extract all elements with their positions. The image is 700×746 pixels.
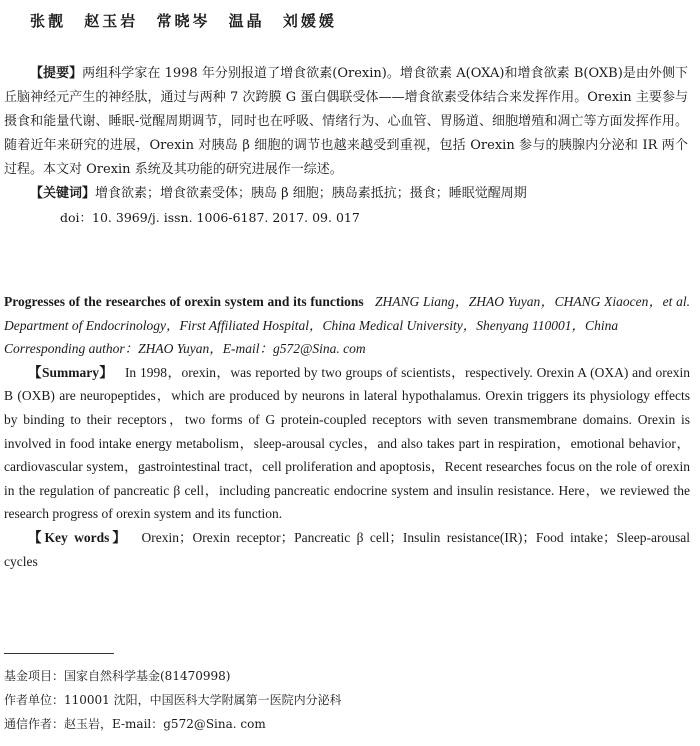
english-abstract-section — [4, 290, 690, 573]
abstract-text: 两组科学家在 1998 年分别报道了增食欲素(Orexin)。增食欲素 A(OXA)和增食欲素 B(OXB)是由外侧下丘脑神经元产生的神经肽，通过与两种 7 次跨膜 G 蛋白偶联受体——增食欲素受体结合来发挥作用。Orexin 主要参与摄食和能量代谢、睡眠-觉醒周期调节，同时也在呼吸、情绪行为、心血管、胃肠道、细胞增殖和凋亡等方面发挥作用。随着近年来研究的进展，Orexin 对胰岛 β 细胞的调节也越来越受到重视，包括 Orexin 参与的胰腺内分泌和 IR 两个过程。本文对 Orexin 系统及其功能的研究进展作一综述。 — [4, 66, 688, 177]
chinese-keywords — [4, 182, 688, 206]
footnote-affiliation: 作者单位：110001 沈阳，中国医科大学附属第一医院内分泌科 — [4, 693, 342, 707]
keywords-en-label: 【Key words】 — [28, 529, 129, 545]
keywords-en-text: Orexin；Orexin receptor；Pancreatic β cell；Insulin resistance(IR)；Food intake；Sleep-arousal cycles — [4, 529, 690, 569]
english-title: Progresses of the researches of orexin system and its functions — [4, 294, 364, 309]
footnote-correspondence: 通信作者：赵玉岩，E-mail：g572@Sina. com — [4, 717, 266, 731]
english-title-paragraph — [4, 290, 690, 337]
doi-line: doi：10. 3969/j. issn. 1006-6187. 2017. 09. 017 — [60, 210, 360, 225]
authors-chinese: 张靓 赵玉岩 常晓岑 温晶 刘媛媛 — [30, 12, 337, 30]
chinese-abstract — [4, 62, 688, 182]
english-keywords — [4, 526, 690, 573]
english-summary — [4, 361, 690, 526]
footnote-fund: 基金项目：国家自然科学基金(81470998) — [4, 669, 231, 683]
keywords-label: 【关键词】 — [30, 186, 96, 201]
corresponding-author-en: Corresponding author：ZHAO Yuyan，E-mail：g572@Sina. com — [4, 341, 366, 357]
abstract-label: 【提要】 — [30, 66, 83, 81]
keywords-text: 增食欲素；增食欲素受体；胰岛 β 细胞；胰岛素抵抗；摄食；睡眠觉醒周期 — [95, 186, 527, 201]
english-authors-affiliation: ZHANG Liang，ZHAO Yuyan，CHANG Xiaocen，et al. Department of Endocrinology，First Affiliated Hospital，China Medical University，Shenyang 110001，China — [4, 294, 690, 333]
summary-text: In 1998，orexin，was reported by two groups of scientists，respectively. Orexin A (OXA) and orexin B (OXB) are neuropeptides，which are produced by neurons in lateral hypothalamus. Orexin triggers its physiology effects by binding to their receptors，two forms of G protein-coupled receptors with seven transmembrane domains. Orexin is involved in food intake energy metabolism，sleep-arousal cycles，and also takes part in respiration，emotional behavior，cardiovascular system，gastrointestinal tract，cell proliferation and apoptosis，Recent researches focus on the role of orexin in the regulation of pancreatic β cell，including pancreatic endocrine system and insulin resistance. Here，we reviewed the research progress of orexin system and its function. — [4, 364, 690, 522]
summary-label: 【Summary】 — [28, 364, 114, 380]
footnote-divider — [4, 653, 114, 654]
footnotes — [4, 664, 694, 736]
chinese-abstract-section — [4, 62, 688, 230]
